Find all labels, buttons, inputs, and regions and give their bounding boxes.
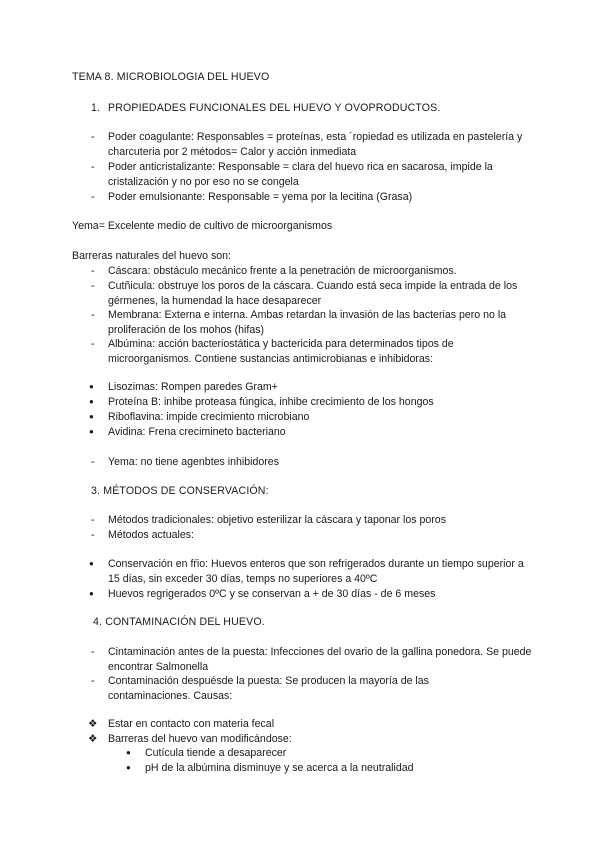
bullet-marker: ● (89, 589, 94, 598)
bullet-marker: ● (126, 748, 131, 757)
dash-marker: - (91, 514, 95, 526)
protein-b-item: Proteína B: inhibe proteasa fúngica, inhibe crecimiento de los hongos (108, 396, 434, 408)
contamination-before: Cintaminación antes de la puesta: Infecciones del ovario de la gallina ponedora. Se puede encontrar Salmonella (108, 646, 532, 673)
section-4-heading: 4. CONTAMINACIÓN DEL HUEVO. (93, 616, 265, 628)
section-1-number: 1. (91, 102, 100, 114)
barrier-albumin: Albúmina: acción bacteriostática y bactericida para determinados tipos de microorganismos. Contiene sustancias antimicrobianas e inhibidoras: (108, 338, 454, 365)
bullet-marker: ● (89, 427, 94, 436)
coagulant-property: Poder coagulante: Responsables = proteínas, esta ´ropiedad es utilizada en pastelería y charcuteria por 2 métodos= Calor y acción inmediata (108, 131, 523, 158)
dash-marker: - (91, 529, 95, 541)
cold-conservation: Conservación en fŕio: Huevos enteros que son refrigerados durante un tiempo superior a 15 días, sin exceder 30 días, temps no superiores a 40ºC (108, 558, 524, 585)
dash-marker: - (91, 309, 95, 321)
dash-marker: - (91, 161, 95, 173)
albumin-ph: pH de la albúmina disminuye y se acerca a la neutralidad (145, 762, 414, 774)
dash-marker: - (91, 675, 95, 687)
dash-marker: - (91, 646, 95, 658)
dash-marker: - (91, 191, 95, 203)
avidin-item: Avidina: Frena crecimineto bacteriano (108, 426, 286, 438)
yolk-item: Yema: no tiene agenbtes inhibidores (108, 456, 279, 468)
riboflavin-item: Riboflavina: impide crecimiento microbiano (108, 411, 310, 423)
barrier-membrane: Membrana: Externa e interna. Ambas retardan la invasión de las bacterias pero no la proliferación de los mohos (hifas) (108, 309, 507, 336)
bullet-marker: ● (89, 559, 94, 568)
yema-note: Yema= Excelente medio de cultivo de microorganismos (72, 220, 333, 232)
current-methods: Métodos actuales: (108, 529, 194, 541)
barrier-cuticle: Cutñicula: obstruye los poros de la cáscara. Cuando está seca impide la entrada de los gérmenes, la humendad la hace desaparecer (108, 280, 518, 307)
barriers-intro: Barreras naturales del huevo son: (72, 250, 231, 262)
section-1-heading: PROPIEDADES FUNCIONALES DEL HUEVO Y OVOPRODUCTOS. (108, 102, 441, 114)
dash-marker: - (91, 131, 95, 143)
bullet-marker: ● (89, 382, 94, 391)
anticrystallizing-property: Poder anticristalizante: Responsable = clara del huevo rica en sacarosa, impide la cristalización y no por eso no se congela (108, 161, 493, 188)
dash-marker: - (91, 280, 95, 292)
bullet-marker: ● (89, 412, 94, 421)
barrier-shell: Cáscara: obstáculo mecánico frente a la penetración de microorganismos. (108, 265, 457, 277)
page-title: TEMA 8. MICROBIOLOGIA DEL HUEVO (72, 71, 270, 83)
emulsifying-property: Poder emulsionante: Responsable = yema por la lecitina (Grasa) (108, 191, 413, 203)
dash-marker: - (91, 338, 95, 350)
barriers-modifying: Barreras del huevo van modificándose: (108, 733, 292, 745)
diamond-marker: ❖ (88, 733, 98, 745)
dash-marker: - (91, 265, 95, 277)
traditional-methods: Métodos tradicionales: objetivo esterilizar la cáscara y taponar los poros (108, 514, 446, 526)
contamination-after: Contaminación despuésde la puesta: Se producen la mayoría de las contaminaciones. Causas: (108, 675, 429, 702)
diamond-marker: ❖ (88, 718, 98, 730)
bullet-marker: ● (126, 763, 131, 772)
lysozymes-item: Lisozimas: Rompen paredes Gram+ (108, 381, 278, 393)
fecal-contact: Estar en contacto con materia fecal (108, 718, 275, 730)
cuticle-disappears: Cutícula tiende a desaparecer (145, 747, 287, 759)
refrigerated-eggs: Huevos regrigerados 0ºC y se conservan a + de 30 días - de 6 meses (108, 588, 436, 600)
bullet-marker: ● (89, 397, 94, 406)
dash-marker: - (91, 456, 95, 468)
section-3-heading: 3. MÉTODOS DE CONSERVACIÓN: (91, 485, 269, 497)
